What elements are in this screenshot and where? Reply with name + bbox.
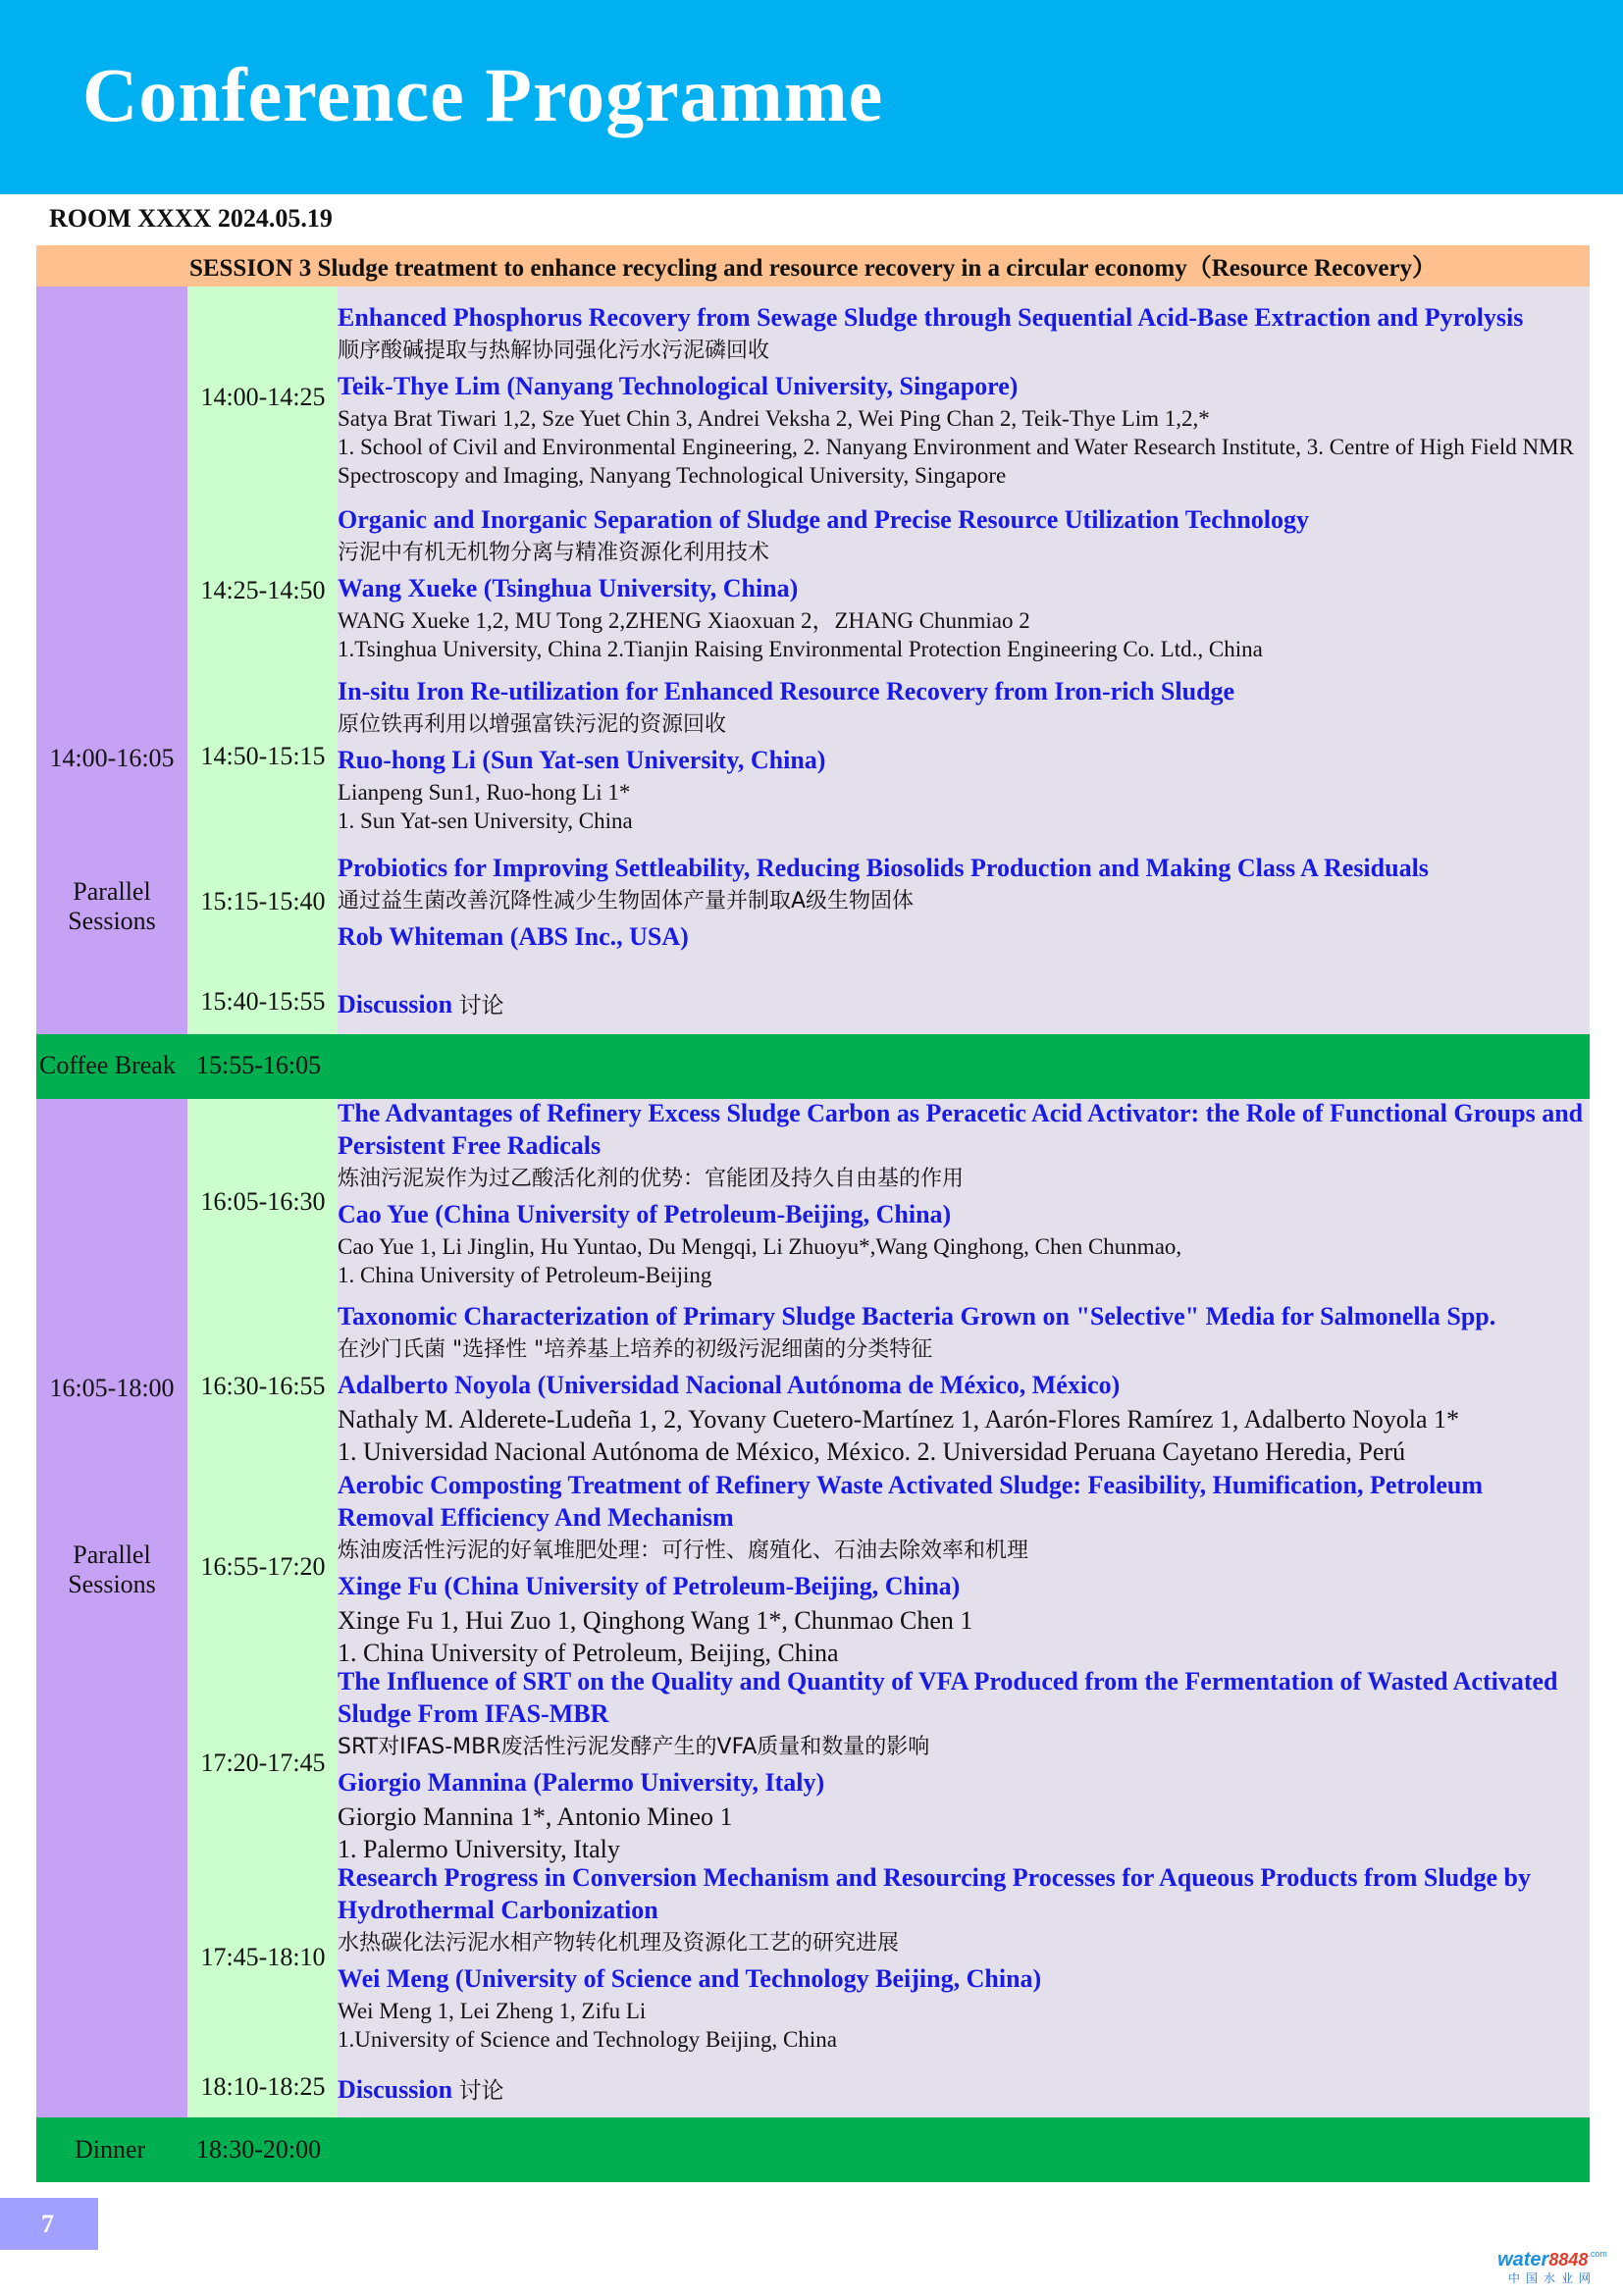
discussion-entry [338, 2072, 1584, 2105]
talk-speaker: Rob Whiteman (ABS Inc., USA) [338, 922, 689, 951]
talk-time: 16:30-16:55 [200, 1372, 326, 1400]
room-date: ROOM XXXX 2024.05.19 [49, 204, 333, 233]
talk-affiliations: 1.Tsinghua University, China 2.Tianjin Raising Environmental Protection Engineering Co. Ltd., China [338, 637, 1263, 661]
talk-time: 17:45-18:10 [200, 1943, 326, 1971]
talk-entry [338, 1861, 1584, 2054]
talk-title: Taxonomic Characterization of Primary Sludge Bacteria Grown on "Selective" Media for Salmonella Spp. [338, 1302, 1496, 1331]
header-banner [0, 0, 1623, 194]
talk-speaker: Giorgio Mannina (Palermo University, Italy) [338, 1768, 825, 1797]
coffee-break-label: Coffee Break [39, 1051, 176, 1079]
talk-time: 16:05-16:30 [200, 1187, 326, 1216]
talk-time: 18:10-18:25 [200, 2072, 326, 2101]
talk-title-cn: 顺序酸碱提取与热解协同强化污水污泥磷回收 [338, 339, 770, 363]
talk-title: The Influence of SRT on the Quality and Quantity of VFA Produced from the Fermentation of Wasted Activated Sludge From IFAS-MBR [338, 1667, 1558, 1728]
talk-speaker: Xinge Fu (China University of Petroleum-Beijing, China) [338, 1572, 961, 1600]
talk-title: Organic and Inorganic Separation of Sludge and Precise Resource Utilization Technology [338, 505, 1309, 534]
discussion-label-cn: 讨论 [458, 2078, 504, 2104]
block2-label: Parallel Sessions [68, 1540, 156, 1598]
talk-title-cn: 原位铁再利用以增强富铁污泥的资源回收 [338, 712, 727, 737]
talk-time: 14:25-14:50 [200, 576, 326, 604]
talk-title: Probiotics for Improving Settleability, Reducing Biosolids Production and Making Class A Residuals [338, 854, 1429, 882]
talk-title: Aerobic Composting Treatment of Refinery Waste Activated Sludge: Feasibility, Humification, Petroleum Removal Efficiency And Mechanism [338, 1471, 1484, 1532]
talk-time: 16:55-17:20 [200, 1552, 326, 1581]
talk-affiliations: 1. Sun Yat-sen University, China [338, 809, 633, 833]
talk-authors: Lianpeng Sun1, Ruo-hong Li 1* [338, 780, 631, 805]
talk-speaker: Cao Yue (China University of Petroleum-Beijing, China) [338, 1200, 952, 1228]
talk-time: 17:20-17:45 [200, 1748, 326, 1777]
talk-affiliations: 1. China University of Petroleum-Beijing [338, 1263, 712, 1287]
talk-title-cn: 炼油废活性污泥的好氧堆肥处理：可行性、腐殖化、石油去除效率和机理 [338, 1539, 1029, 1563]
block1-time: 14:00-16:05 [49, 744, 175, 772]
talk-entry [338, 852, 1584, 955]
talk-title-cn: 污泥中有机无机物分离与精准资源化利用技术 [338, 541, 770, 565]
talk-affiliations: 1. Palermo University, Italy [338, 1835, 620, 1863]
talk-speaker: Teik-Thye Lim (Nanyang Technological University, Singapore) [338, 372, 1019, 400]
talk-authors: Wei Meng 1, Lei Zheng 1, Zifu Li [338, 1999, 647, 2023]
dinner-label: Dinner [75, 2135, 146, 2164]
talk-time: 14:00-14:25 [200, 383, 326, 411]
talk-title-cn: 在沙门氏菌 "选择性 "培养基上培养的初级污泥细菌的分类特征 [338, 1337, 933, 1362]
page-title: Conference Programme [82, 52, 884, 137]
talk-title-cn: 通过益生菌改善沉降性减少生物固体产量并制取A级生物固体 [338, 889, 915, 913]
talk-affiliations: 1.University of Science and Technology Beijing, China [338, 2027, 837, 2052]
talk-title-cn: 水热碳化法污泥水相产物转化机理及资源化工艺的研究进展 [338, 1931, 900, 1956]
talk-title-cn: 炼油污泥炭作为过乙酸活化剂的优势：官能团及持久自由基的作用 [338, 1167, 965, 1191]
talk-authors: Xinge Fu 1, Hui Zuo 1, Qinghong Wang 1*, Chunmao Chen 1 [338, 1606, 973, 1635]
talk-authors: Cao Yue 1, Li Jinglin, Hu Yuntao, Du Mengqi, Li Zhuoyu*,Wang Qinghong, Chen Chunmao, [338, 1234, 1182, 1259]
talk-authors: Giorgio Mannina 1*, Antonio Mineo 1 [338, 1802, 733, 1831]
talk-title: Enhanced Phosphorus Recovery from Sewage Sludge through Sequential Acid-Base Extraction and Pyrolysis [338, 303, 1524, 332]
dinner-time: 18:30-20:00 [196, 2135, 322, 2164]
talk-entry [338, 1469, 1584, 1669]
talk-entry [338, 1665, 1584, 1865]
talk-entry [338, 675, 1584, 835]
coffee-break-time: 15:55-16:05 [196, 1051, 322, 1079]
talk-entry [338, 503, 1584, 663]
page-number: 7 [0, 2198, 98, 2250]
talk-time: 15:40-15:55 [200, 987, 326, 1016]
talk-authors: Nathaly M. Alderete-Ludeña 1, 2, Yovany Cuetero-Martínez 1, Aarón-Flores Ramírez 1, Adalberto Noyola 1* [338, 1405, 1459, 1434]
talk-time: 14:50-15:15 [200, 742, 326, 770]
block2-bg [36, 1099, 187, 2117]
talk-title: Research Progress in Conversion Mechanism and Resourcing Processes for Aqueous Products from Sludge by Hydrothermal Carbonization [338, 1863, 1532, 1924]
talk-title: The Advantages of Refinery Excess Sludge Carbon as Peracetic Acid Activator: the Role of Functional Groups and Persistent Free Radicals [338, 1099, 1584, 1160]
discussion-label: Discussion [338, 2075, 453, 2104]
talk-speaker: Adalberto Noyola (Universidad Nacional Autónoma de México, México) [338, 1371, 1121, 1399]
talk-entry [338, 1300, 1584, 1468]
talk-time: 15:15-15:40 [200, 887, 326, 915]
talk-title-cn: SRT对IFAS-MBR废活性污泥发酵产生的VFA质量和数量的影响 [338, 1735, 930, 1759]
talk-affiliations: 1. China University of Petroleum, Beijing, China [338, 1639, 839, 1667]
water8848-logo: $water8848^{.com}$ 中国水业网 [1497, 2249, 1607, 2285]
session-title: SESSION 3 Sludge treatment to enhance recycling and resource recovery in a circular economy（Resource Recovery） [36, 245, 1590, 287]
talk-speaker: Wei Meng (University of Science and Technology Beijing, China) [338, 1964, 1042, 1993]
discussion-entry [338, 987, 1584, 1019]
talk-speaker: Ruo-hong Li (Sun Yat-sen University, China) [338, 746, 826, 774]
talk-affiliations: 1. Universidad Nacional Autónoma de México, México. 2. Universidad Peruana Cayetano Heredia, Perú [338, 1437, 1406, 1466]
talk-authors: Satya Brat Tiwari 1,2, Sze Yuet Chin 3, Andrei Veksha 2, Wei Ping Chan 2, Teik-Thye Lim 1,2,* [338, 406, 1210, 431]
talk-authors: WANG Xueke 1,2, MU Tong 2,ZHENG Xiaoxuan 2，ZHANG Chunmiao 2 [338, 608, 1030, 633]
block1-label: Parallel Sessions [68, 877, 156, 935]
talk-title: In-situ Iron Re-utilization for Enhanced Resource Recovery from Iron-rich Sludge [338, 677, 1235, 705]
talk-affiliations: 1. School of Civil and Environmental Engineering, 2. Nanyang Environment and Water Research Institute, 3. Centre of High Field NMR Spectroscopy and Imaging, Nanyang Technological University, Singapore [338, 435, 1574, 488]
talk-entry [338, 1097, 1584, 1289]
discussion-label-cn: 讨论 [458, 993, 504, 1018]
discussion-label: Discussion [338, 990, 453, 1018]
talk-speaker: Wang Xueke (Tsinghua University, China) [338, 574, 799, 602]
talk-entry [338, 301, 1584, 490]
block2-time: 16:05-18:00 [49, 1374, 175, 1402]
